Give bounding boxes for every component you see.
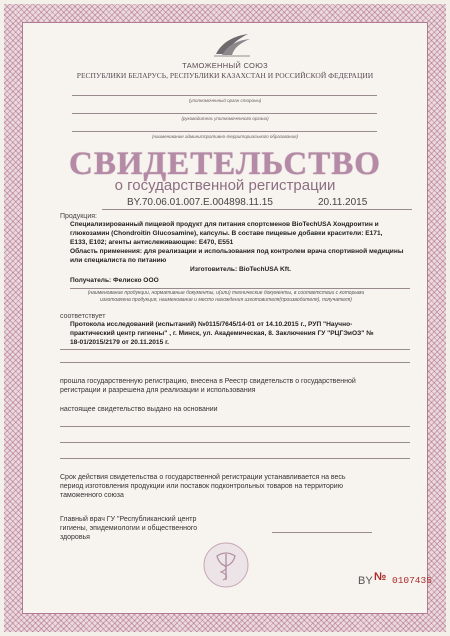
caduceus-watermark-icon [203,542,249,588]
signature-line [272,532,372,533]
location-caption: (наименование административно-территориального образования) [152,134,298,139]
head-caption: (руководитель уполномоченного органа) [181,116,269,121]
conformity-line-3: 18-01/2015/2179 от 20.11.2015 г. [70,339,170,346]
product-line-4: Область применения: для реализации и использования под контролем врача спортивной медицины [70,248,404,255]
location-line [72,131,377,132]
serial-number: 0107435 [392,575,432,586]
manufacturer: Изготовитель: BioTechUSA Kft. [190,266,291,273]
validity-line-3: таможенного союза [60,492,124,499]
product-caption-1: (наименование продукции, нормативные документы, и(или) технические документы, в соответствии с которыми [87,290,365,296]
issued-basis: настоящее свидетельство выдано на основании [60,406,218,413]
serial-number-sign: № [374,571,387,583]
certificate-content [22,22,432,614]
product-line-2: глюкозамин (Chondroitin Glucosamine), капсулы. В составе пищевые добавки красители: Е171, [70,230,383,237]
union-countries: РЕСПУБЛИКИ БЕЛАРУСЬ, РЕСПУБЛИКИ КАЗАХСТАН И РОССИЙСКОЙ ФЕДЕРАЦИИ [76,71,374,80]
conformity-rule-1 [60,349,410,350]
basis-rule-3 [60,458,410,459]
authority-caption: (уполномоченный орган стороны) [188,98,262,103]
union-name: ТАМОЖЕННЫЙ СОЮЗ [182,61,268,70]
recipient: Получатель: Фелиско ООО [70,277,159,284]
product-caption-2: изготовлена продукция, наименование и место нахождения изготовителя(производителя), получателя) [100,297,352,303]
registration-number: BY.70.06.01.007.E.004898.11.15 [127,197,273,208]
union-emblem-icon [212,30,252,58]
registration-line [102,209,412,210]
product-line-1: Специализированный пищевой продукт для питания спортсменов BioTechUSA Хондроитин и [70,221,379,228]
product-line [70,288,410,289]
signatory-line-2: гигиены, эпидемиологии и общественного [60,525,198,532]
registered-line-1: прошла государственную регистрацию, внесена в Реестр свидетельств о государственной [60,378,356,385]
conformity-line-2: практический центр гигиены" , г. Минск, ул. Академическая, 8. Заключения ГУ "РЦГЭиОЗ" № [70,330,374,337]
basis-rule-1 [60,426,410,427]
serial-series: BY [358,575,373,587]
conformity-rule-2 [60,362,410,363]
signatory-line-1: Главный врач ГУ "Республиканский центр [60,516,197,523]
validity-line-1: Срок действия свидетельства о государственной регистрации устанавливается на весь [60,474,346,481]
authority-line [72,95,377,96]
product-line-3: Е133, Е102; агенты антислеживающие: Е470, Е551 [70,239,234,246]
signatory-line-3: здоровья [60,534,90,541]
document-subtitle: о государственной регистрации [114,177,336,194]
basis-rule-2 [60,442,410,443]
conformity-line-1: Протокола исследований (испытаний) №0115/7645/14-01 от 14.10.2015 г., РУП "Научно- [70,321,353,328]
document-title: СВИДЕТЕЛЬСТВО [69,146,381,182]
registered-line-2: регистрации и разрешена для реализации и использования [60,387,256,394]
conformity-label: соответствует [60,313,106,320]
product-label: Продукция: [60,213,97,220]
registration-date: 20.11.2015 [318,197,368,208]
product-line-5: или специалиста по питанию [70,257,167,264]
validity-line-2: период изготовления продукции или поставок подконтрольных товаров на территорию [60,483,343,490]
head-line [72,113,377,114]
